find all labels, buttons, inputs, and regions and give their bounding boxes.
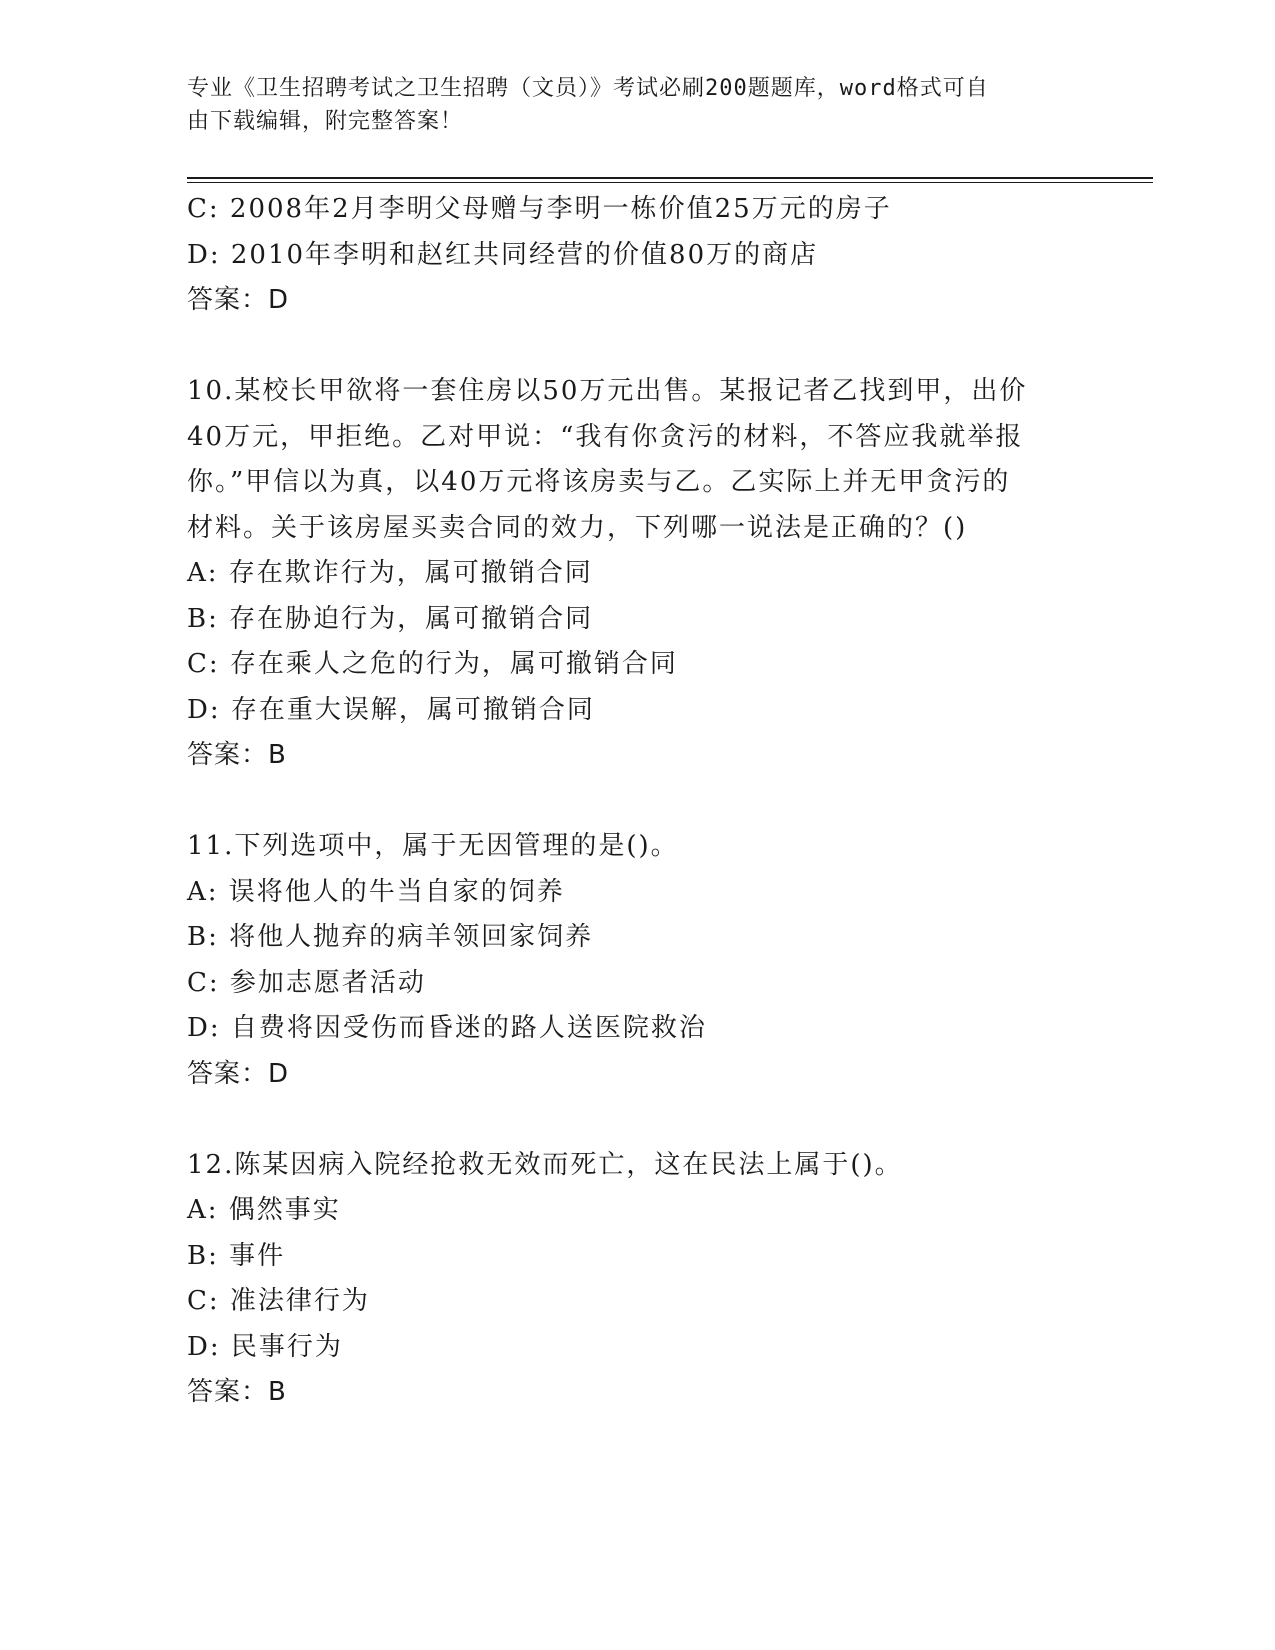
answer: 答案：B (187, 740, 287, 770)
header-line-1: 专业《卫生招聘考试之卫生招聘（文员）》考试必刷200题题库，word格式可自 (187, 76, 989, 101)
header-rule-thick (187, 177, 1153, 179)
spacer (187, 324, 1087, 370)
question-stem-line: 12.陈某因病入院经抢救无效而死亡，这在民法上属于()。 (187, 1149, 903, 1180)
option-b: B: 将他人抛弃的病羊领回家饲养 (187, 922, 594, 952)
option-c: C: 准法律行为 (187, 1286, 370, 1316)
option-b: B: 事件 (187, 1240, 286, 1271)
question-12 (187, 1143, 1087, 1416)
question-stem-line: 你。”甲信以为真，以40万元将该房卖与乙。乙实际上并无甲贪污的 (187, 467, 1011, 497)
spacer (187, 779, 1087, 825)
option-a: A: 存在欺诈行为，属可撤销合同 (187, 558, 593, 588)
question-stem-line: 材料。关于该房屋买卖合同的效力，下列哪一说法是正确的？() (187, 512, 968, 543)
option-a: A: 误将他人的牛当自家的饲养 (187, 876, 565, 907)
document-body (187, 187, 1087, 1416)
answer: 答案：D (187, 1058, 290, 1089)
question-stem-line: 10.某校长甲欲将一套住房以50万元出售。某报记者乙找到甲，出价 (187, 376, 1028, 406)
question-11 (187, 824, 1087, 1097)
question-stem-line: 11.下列选项中，属于无因管理的是()。 (187, 831, 679, 861)
page-header (187, 72, 1067, 138)
option-d: D: 存在重大误解，属可撤销合同 (187, 694, 595, 725)
header-rule-thin (187, 182, 1153, 183)
answer: 答案：B (187, 1377, 287, 1407)
option-b: B: 存在胁迫行为，属可撤销合同 (187, 603, 594, 634)
option-c: C: 2008年2月李明父母赠与李明一栋价值25万元的房子 (187, 194, 892, 224)
option-d: D: 自费将因受伤而昏迷的路人送医院救治 (187, 1013, 707, 1043)
option-c: C: 参加志愿者活动 (187, 967, 426, 998)
spacer (187, 1097, 1087, 1143)
option-a: A: 偶然事实 (187, 1195, 341, 1225)
carry-over-question (187, 187, 1087, 324)
question-stem-line: 40万元，甲拒绝。乙对甲说：“我有你贪污的材料，不答应我就举报 (187, 421, 1024, 452)
answer: 答案：D (187, 285, 290, 315)
option-c: C: 存在乘人之危的行为，属可撤销合同 (187, 649, 678, 679)
option-d: D: 民事行为 (187, 1331, 343, 1362)
header-line-2: 由下载编辑，附完整答案！ (187, 109, 464, 134)
option-d: D: 2010年李明和赵红共同经营的价值80万的商店 (187, 239, 819, 270)
question-10 (187, 369, 1087, 779)
